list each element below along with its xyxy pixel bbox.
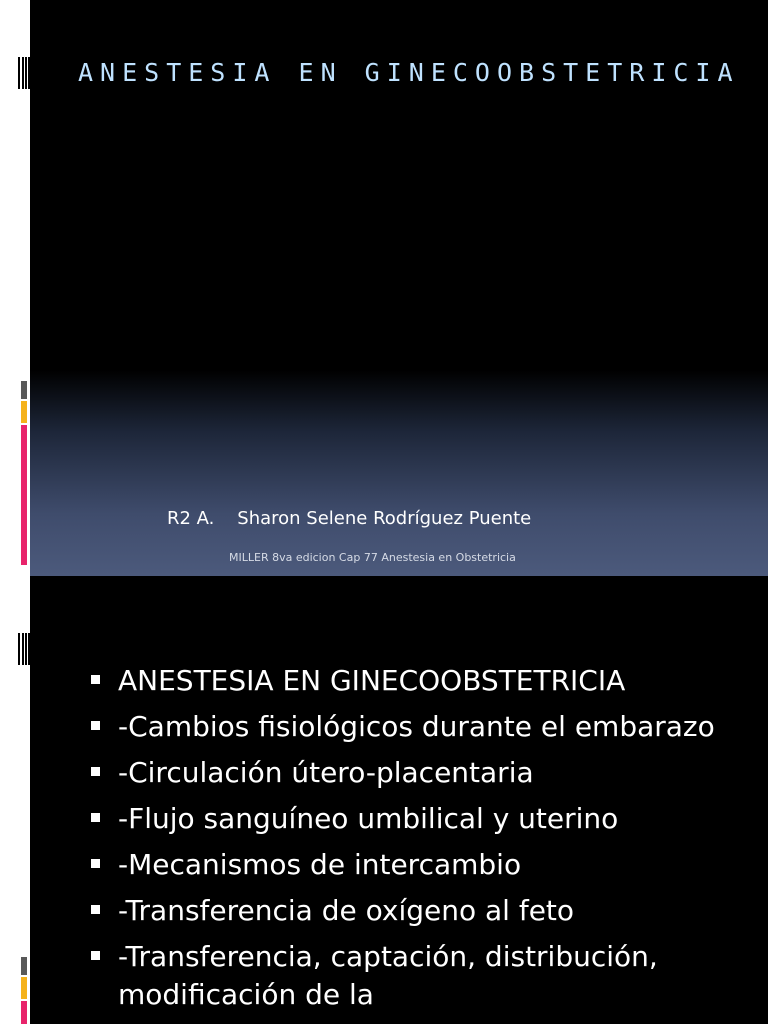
- slide-gradient-band: [30, 370, 768, 576]
- accent-gray-block: [21, 957, 27, 975]
- slide-reference: MILLER 8va edicion Cap 77 Anestesia en Obstetricia: [229, 551, 516, 564]
- bullet-item: -Flujo sanguíneo umbilical y uterino: [88, 800, 738, 838]
- bullet-item: -Cambios fisiológicos durante el embarazo: [88, 708, 738, 746]
- bullet-item: -Circulación útero-placentaria: [88, 754, 738, 792]
- bullet-item: -Transferencia, captación, distribución, modificación de la: [88, 938, 738, 1014]
- accent-stripe: [21, 381, 27, 565]
- accent-gray-block: [21, 381, 27, 399]
- decorative-bars-icon: [18, 57, 30, 89]
- slide-contents[interactable]: [0, 576, 768, 1024]
- accent-gold-block: [21, 401, 27, 423]
- bullet-list: [88, 662, 738, 1022]
- slide-author: R2 A. Sharon Selene Rodríguez Puente: [167, 508, 532, 529]
- slide-left-margin: [0, 0, 30, 576]
- accent-pink-block: [21, 1001, 27, 1024]
- accent-stripe: [21, 957, 27, 1024]
- slide-title-text: ANESTESIA EN GINECOOBSTETRICIA: [78, 58, 740, 87]
- slide-left-margin: [0, 576, 30, 1024]
- bullet-item: ANESTESIA EN GINECOOBSTETRICIA: [88, 662, 738, 700]
- accent-gold-block: [21, 977, 27, 999]
- accent-pink-block: [21, 425, 27, 565]
- bullet-item: -Mecanismos de intercambio: [88, 846, 738, 884]
- bullet-item: -Transferencia de oxígeno al feto: [88, 892, 738, 930]
- decorative-bars-icon: [18, 633, 30, 665]
